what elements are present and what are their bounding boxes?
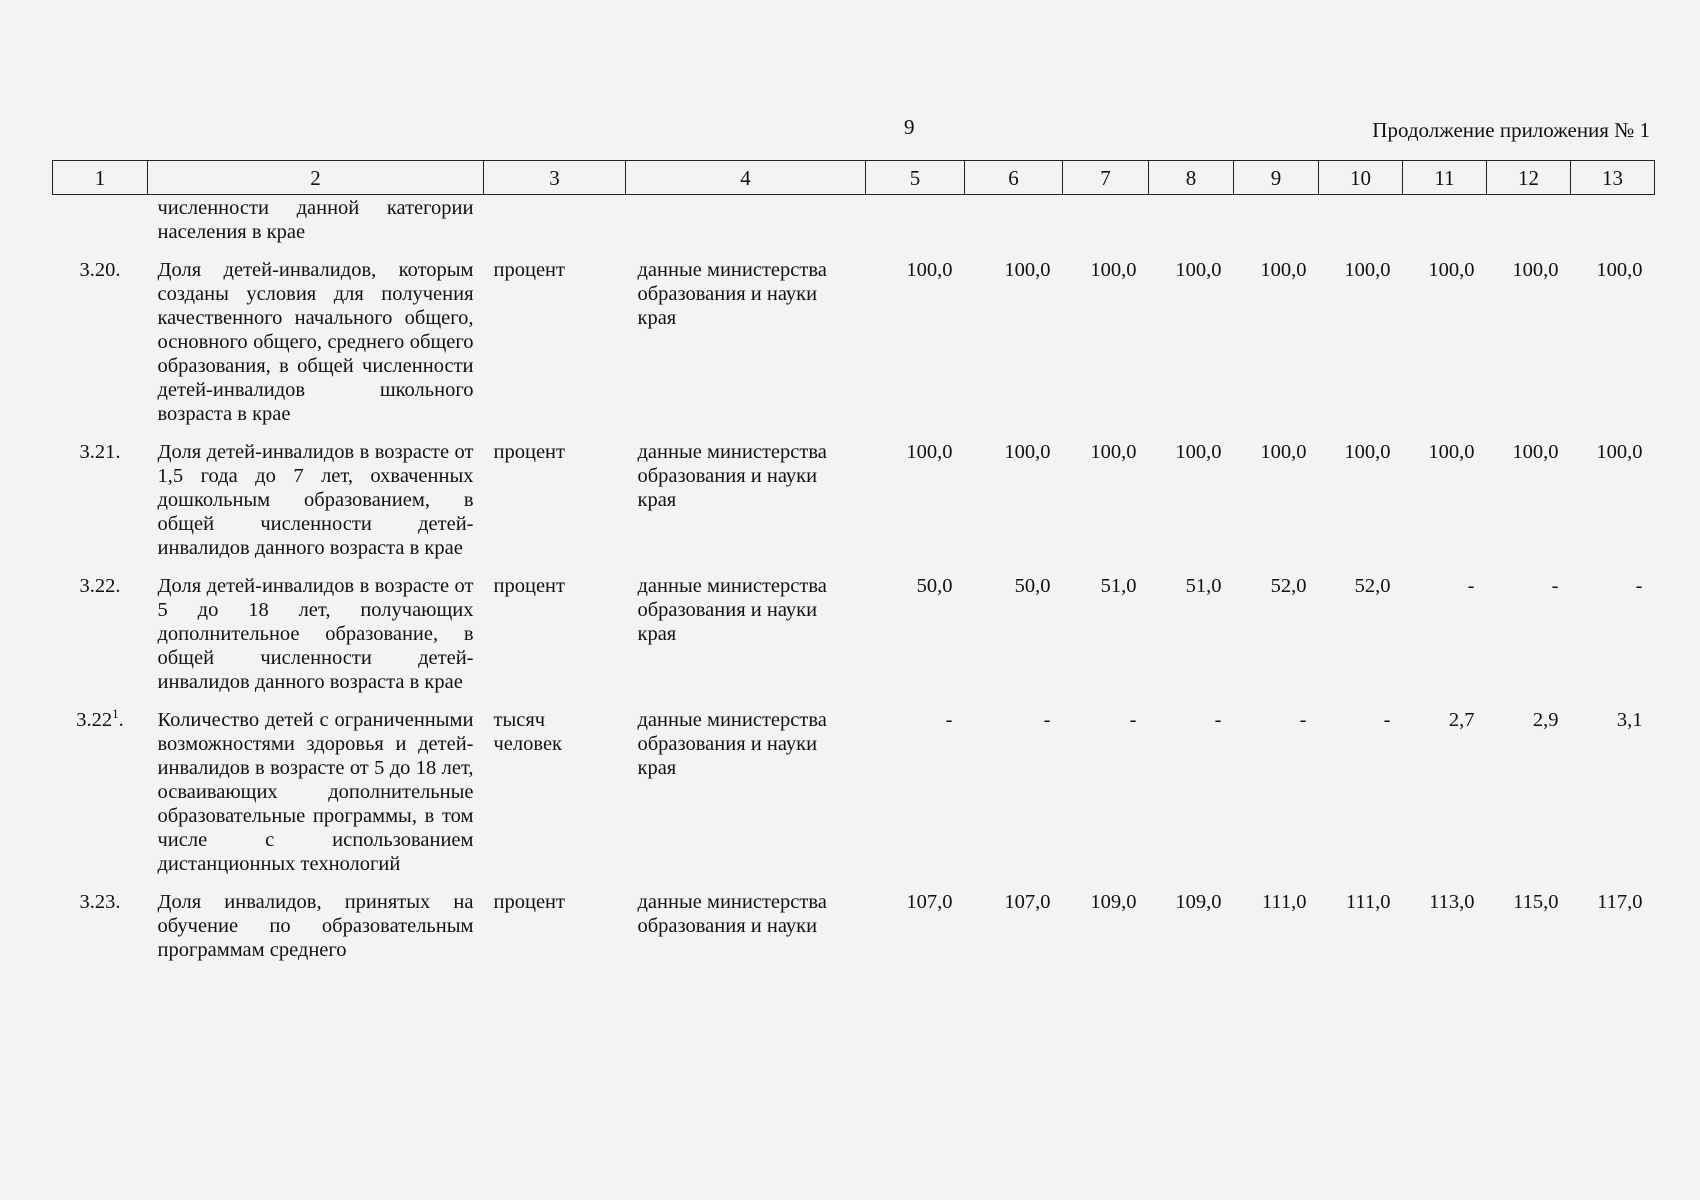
- column-number-row: [53, 161, 1655, 195]
- value-cell: 100,0: [1175, 259, 1222, 281]
- row-number-base: 3.22: [76, 709, 113, 731]
- value-cell: 109,0: [1090, 891, 1137, 913]
- unit-cell: процент: [493, 575, 565, 597]
- value-cell: 100,0: [1090, 259, 1137, 281]
- value-cell: 2,7: [1448, 709, 1475, 731]
- row-number: 3.23.: [79, 891, 121, 913]
- continuation-row: [53, 195, 1655, 255]
- value-cell: 111,0: [1345, 891, 1391, 913]
- value-cell: 115,0: [1513, 891, 1559, 913]
- unit-cell: тысяч человек: [493, 709, 563, 755]
- value-cell: -: [1635, 575, 1643, 597]
- value-cell: 100,0: [1175, 441, 1222, 463]
- table-row: [53, 704, 1655, 886]
- column-header: 5: [866, 161, 965, 195]
- unit-cell: процент: [493, 441, 565, 463]
- value-cell: 100,0: [1260, 441, 1307, 463]
- column-header: 7: [1063, 161, 1149, 195]
- unit-cell: процент: [493, 891, 565, 913]
- source-cell: данные министерства образования и науки: [637, 891, 827, 937]
- row-number: 3.22.: [79, 575, 121, 597]
- value-cell: 100,0: [1596, 259, 1643, 281]
- column-header: 10: [1319, 161, 1403, 195]
- unit-cell: процент: [493, 259, 565, 281]
- value-cell: 100,0: [1596, 441, 1643, 463]
- indicator-cell: Доля инвалидов, принятых на обучение по образовательным программам среднего: [157, 891, 474, 961]
- indicator-cell: Доля детей-инвалидов в возрасте от 5 до 18 лет, получающих дополнительное образование, в общей численности детей-инвалидов данного возраста в крае: [157, 575, 474, 693]
- value-cell: 100,0: [1004, 441, 1051, 463]
- value-cell: -: [1214, 709, 1222, 731]
- column-header: 12: [1487, 161, 1571, 195]
- row-number: 3.20.: [79, 259, 121, 281]
- value-cell: 100,0: [1090, 441, 1137, 463]
- row-number-superscript: 1: [112, 706, 119, 722]
- value-cell: -: [1467, 575, 1475, 597]
- value-cell: 3,1: [1616, 709, 1643, 731]
- value-cell: 100,0: [1428, 259, 1475, 281]
- table-row: [53, 254, 1655, 436]
- value-cell: -: [945, 709, 953, 731]
- value-cell: 100,0: [1512, 441, 1559, 463]
- source-cell: данные министерства образования и науки края: [637, 441, 827, 511]
- indicators-table: [52, 160, 1655, 972]
- column-header: 11: [1403, 161, 1487, 195]
- row-number-suffix: .: [118, 709, 124, 731]
- value-cell: 113,0: [1429, 891, 1475, 913]
- value-cell: 2,9: [1532, 709, 1559, 731]
- value-cell: 100,0: [906, 441, 953, 463]
- column-header: 8: [1149, 161, 1234, 195]
- table-row: [53, 570, 1655, 704]
- column-header: 13: [1571, 161, 1655, 195]
- column-header: 4: [626, 161, 866, 195]
- value-cell: 111,0: [1261, 891, 1307, 913]
- source-cell: данные министерства образования и науки края: [637, 575, 827, 645]
- value-cell: 100,0: [906, 259, 953, 281]
- value-cell: -: [1551, 575, 1559, 597]
- value-cell: 117,0: [1597, 891, 1643, 913]
- value-cell: 100,0: [1512, 259, 1559, 281]
- value-cell: 109,0: [1175, 891, 1222, 913]
- indicator-cell: Доля детей-инвалидов, которым созданы условия для получения качественного начального общего, основного общего, среднего общего образования, в общей численности детей-инвалидов школьного возраста в крае: [157, 259, 474, 425]
- value-cell: -: [1129, 709, 1137, 731]
- row-number: [53, 704, 148, 886]
- value-cell: 51,0: [1100, 575, 1137, 597]
- value-cell: 50,0: [1014, 575, 1051, 597]
- source-cell: данные министерства образования и науки края: [637, 259, 827, 329]
- value-cell: 100,0: [1344, 441, 1391, 463]
- value-cell: 107,0: [1004, 891, 1051, 913]
- value-cell: 52,0: [1270, 575, 1307, 597]
- source-cell: данные министерства образования и науки края: [637, 709, 827, 779]
- value-cell: -: [1299, 709, 1307, 731]
- table-row: [53, 886, 1655, 972]
- column-header: 3: [484, 161, 626, 195]
- indicator-cell: Доля детей-инвалидов в возрасте от 1,5 года до 7 лет, охваченных дошкольным образованием, в общей численности детей-инвалидов данного возраста в крае: [157, 441, 474, 559]
- column-header: 9: [1234, 161, 1319, 195]
- value-cell: 50,0: [916, 575, 953, 597]
- indicator-cell: Количество детей с ограниченными возможностями здоровья и детей-инвалидов в возрасте от 5 до 18 лет, осваивающих дополнительные образовательные программы, в том числе с использованием дистанционных технологий: [157, 709, 474, 875]
- value-cell: -: [1383, 709, 1391, 731]
- value-cell: 100,0: [1428, 441, 1475, 463]
- value-cell: 107,0: [906, 891, 953, 913]
- page-number: 9: [904, 115, 915, 139]
- indicator-cell: численности данной категории населения в крае: [157, 197, 474, 243]
- column-header: 6: [965, 161, 1063, 195]
- column-header: 1: [53, 161, 148, 195]
- value-cell: 51,0: [1185, 575, 1222, 597]
- column-header: 2: [148, 161, 484, 195]
- value-cell: -: [1043, 709, 1051, 731]
- table-row: [53, 436, 1655, 570]
- value-cell: 52,0: [1354, 575, 1391, 597]
- value-cell: 100,0: [1004, 259, 1051, 281]
- appendix-continuation-note: Продолжение приложения № 1: [1372, 118, 1650, 142]
- value-cell: 100,0: [1260, 259, 1307, 281]
- row-number: 3.21.: [79, 441, 121, 463]
- value-cell: 100,0: [1344, 259, 1391, 281]
